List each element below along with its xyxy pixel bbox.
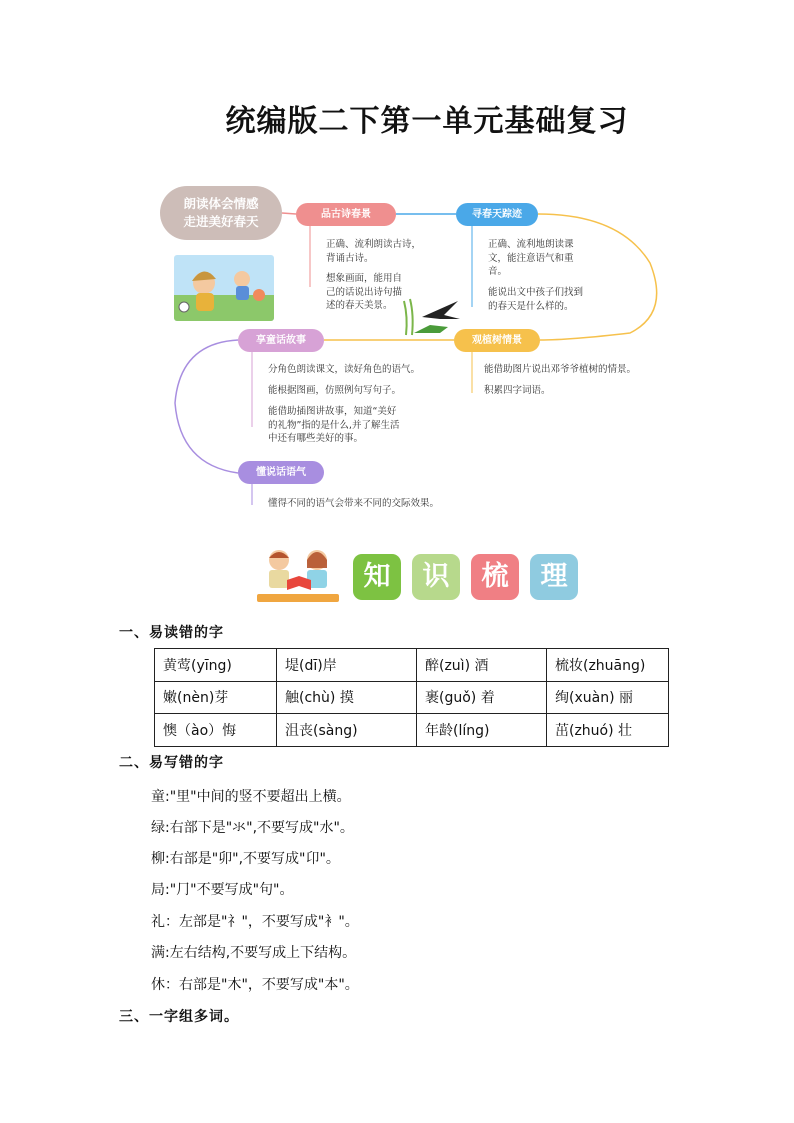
table-cell: 懊（ào）悔 [155,714,277,747]
center-node [160,186,282,240]
table-cell: 茁(zhuó) 壮 [547,714,669,747]
branch-item: 能根据图画，仿照例句写句子。 [268,385,402,396]
table-cell: 梳妆(zhuāng) [547,649,669,682]
knowledge-banner [255,544,585,606]
banner-tile: 梳 [471,554,519,600]
section-heading: 一、易读错的字 [119,625,224,641]
swallow-illustration [400,297,462,337]
branch-item: 懂得不同的语气会带来不同的交际效果。 [268,498,440,509]
writing-note: 礼：左部是"礻"，不要写成"衤"。 [151,914,359,930]
branch-item: 正确、流利地朗读课 文，能注意语气和重 音。 [488,239,574,277]
writing-note: 休：右部是"木"，不要写成"本"。 [151,977,359,993]
reading-kids-icon [255,544,341,606]
table-cell: 沮丧(sàng) [277,714,417,747]
banner-tile: 理 [530,554,578,600]
table-cell: 绚(xuàn) 丽 [547,681,669,714]
writing-note: 童:"里"中间的竖不要超出上横。 [151,789,351,805]
writing-note: 局:"⺆"不要写成"句"。 [151,882,294,898]
branch-item: 正确、流利朗读古诗， 背诵古诗。 [326,239,422,264]
table-row [155,649,669,682]
writing-note: 绿:右部下是"氺",不要写成"水"。 [151,820,354,836]
page-title: 统编版二下第一单元基础复习 [225,104,629,139]
mind-map [150,183,670,513]
table-row [155,681,669,714]
banner-tile: 知 [353,554,401,600]
section-heading: 二、易写错的字 [119,755,224,771]
center-node-line: 走进美好春天 [183,214,259,229]
table-cell: 触(chù) 摸 [277,681,417,714]
writing-note: 柳:右部是"卯",不要写成"卬"。 [151,851,340,867]
writing-note: 满:左右结构,不要写成上下结构。 [151,945,357,961]
branch-node: 享童话故事 [238,329,324,352]
branch-node: 观植树情景 [454,329,540,352]
branch-node: 寻春天踪迹 [456,203,538,226]
table-row [155,714,669,747]
section-heading: 三、一字组多词。 [119,1009,239,1025]
branch-item: 分角色朗读课文，读好角色的语气。 [268,364,421,375]
banner-tile: 识 [412,554,460,600]
table-cell: 嫩(nèn)芽 [155,681,277,714]
center-node-line: 朗读体会情感 [183,196,259,211]
table-cell: 黄莺(yīng) [155,649,277,682]
children-illustration [174,255,274,321]
table-cell: 醉(zuì) 酒 [417,649,547,682]
branch-item: 想象画面，能用自 己的话说出诗句描 述的春天美景。 [326,273,403,311]
branch-item: 能说出文中孩子们找到 的春天是什么样的。 [488,287,584,312]
table-cell: 裹(guǒ) 着 [417,681,547,714]
branch-node: 懂说话语气 [238,461,324,484]
table-cell: 年龄(líng) [417,714,547,747]
misread-characters-table [154,648,669,747]
branch-item: 能借助图片说出邓爷爷植树的情景。 [484,364,637,375]
table-cell: 堤(dī)岸 [277,649,417,682]
branch-node: 品古诗春景 [296,203,396,226]
branch-item: 能借助插图讲故事，知道“美好 的礼物”指的是什么,并了解生活 中还有哪些美好的事。 [268,406,400,444]
branch-item: 积累四字词语。 [484,385,551,396]
